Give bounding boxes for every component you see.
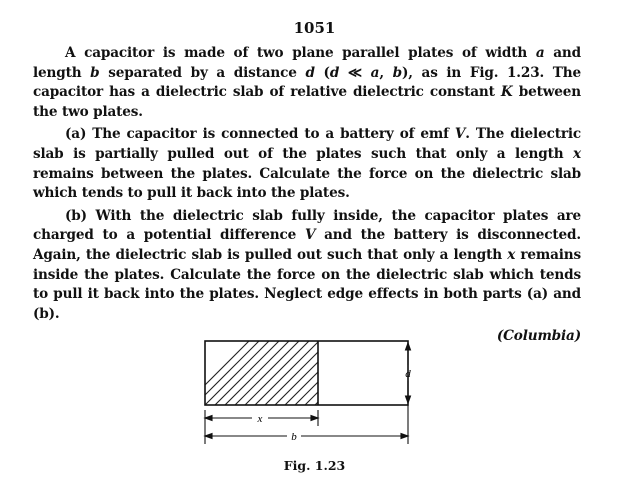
problem-source: (Columbia) bbox=[496, 328, 581, 345]
text-span: between the two plates. bbox=[33, 84, 581, 120]
math-var: K bbox=[500, 84, 513, 101]
text-span: ), as in Fig. 1.23. The capacitor has a dielectric slab of relative dielectric constant bbox=[33, 64, 581, 101]
text-span: remains inside the plates. Calculate the force on the dielectric slab which tends to pull it back into the plates. Neglect edge effects in both parts (a) and (b). bbox=[33, 246, 581, 322]
math-var: x bbox=[573, 145, 581, 162]
text-span: separated by a distance bbox=[99, 64, 306, 81]
text-span: ( bbox=[314, 64, 330, 81]
b-dimension-arrow bbox=[205, 405, 408, 444]
text-span: and the battery is disconnected. Again, the dielectric slab is pulled out such that only a length bbox=[33, 227, 581, 263]
math-var: a bbox=[535, 45, 545, 61]
text-span: and length bbox=[33, 45, 581, 81]
label-b: b bbox=[291, 431, 297, 443]
label-x: x bbox=[257, 413, 263, 425]
problem-number: 1051 bbox=[293, 19, 336, 37]
text-span: remains between the plates. Calculate the force on the dielectric slab which tends to pull it back into the plates. bbox=[33, 165, 581, 202]
figure-caption: Fig. 1.23 bbox=[283, 458, 346, 473]
math-var: a bbox=[370, 64, 380, 81]
text-span: (b) With the dielectric slab fully inside, the capacitor plates are charged to a potential difference bbox=[33, 207, 581, 244]
math-var: x bbox=[507, 246, 516, 263]
math-var: d bbox=[305, 64, 315, 81]
math-var: V bbox=[304, 227, 316, 244]
text-span: ≪ bbox=[339, 64, 371, 81]
math-var: b bbox=[392, 64, 402, 81]
text-span: A capacitor is made of two plane parallel plates of width bbox=[65, 45, 536, 61]
text-span: . The dielectric slab is partially pulled out of the plates such that only a length bbox=[33, 126, 581, 162]
label-d: d bbox=[405, 368, 411, 380]
text-span: (a) The capacitor is connected to a battery of emf bbox=[65, 126, 455, 143]
dielectric-hatching bbox=[185, 341, 379, 405]
math-var: V bbox=[454, 126, 466, 143]
math-var: b bbox=[90, 64, 100, 81]
text-span: , bbox=[379, 64, 393, 81]
math-var: d bbox=[329, 64, 340, 81]
